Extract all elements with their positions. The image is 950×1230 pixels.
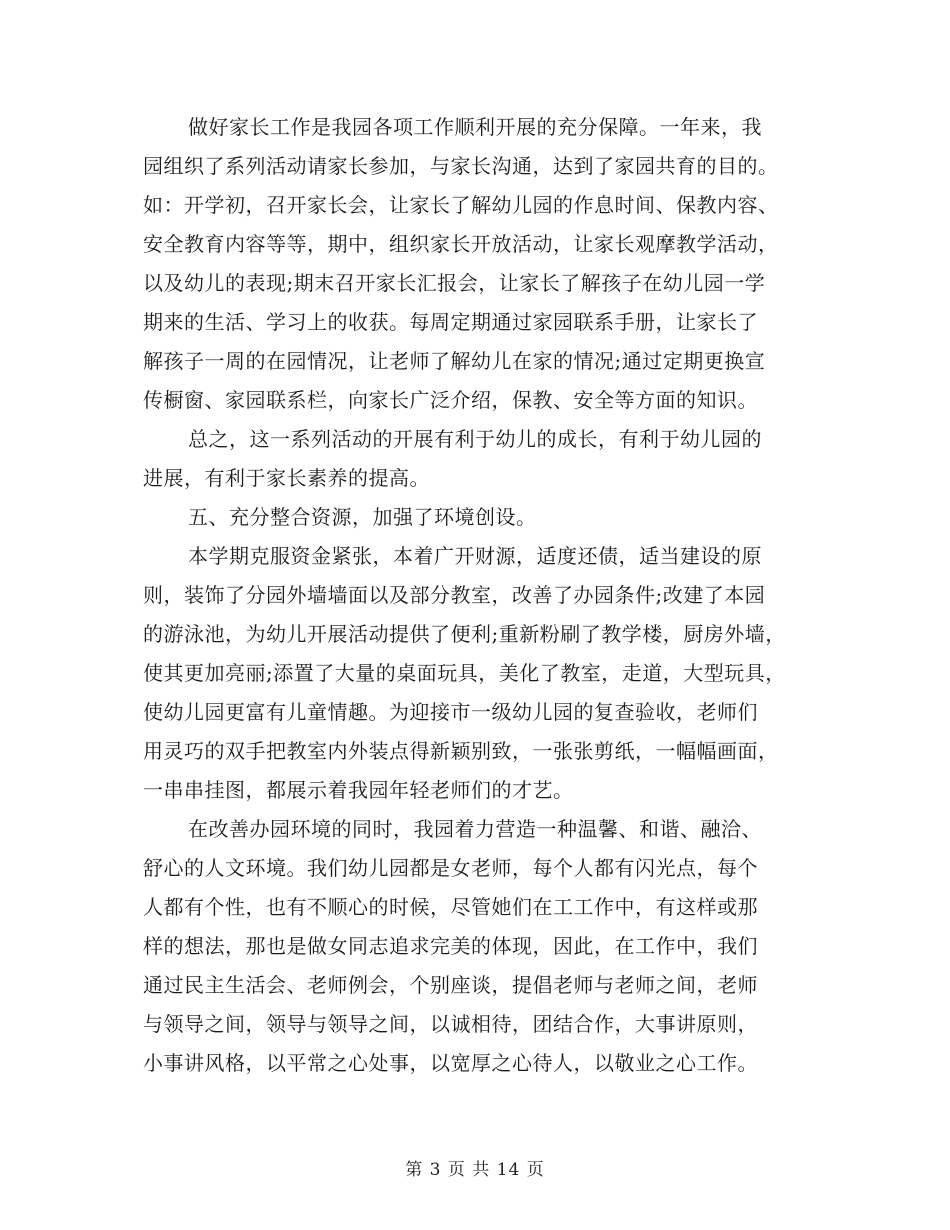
paragraph-environment — [143, 537, 813, 810]
text-line: 园组织了系列活动请家长参加，与家长沟通，达到了家园共育的目的。 — [143, 154, 779, 178]
text-line: 本学期克服资金紧张，本着广开财源，适度还债，适当建设的原 — [188, 544, 762, 568]
paragraph-parent-work — [143, 108, 813, 420]
paragraph-summary — [143, 420, 813, 498]
text-line: 一串串挂图，都展示着我园年轻老师们的才艺。 — [143, 778, 574, 802]
text-line: 通过民主生活会、老师例会，个别座谈，提倡老师与老师之间，老师 — [143, 973, 758, 997]
text-line: 使幼儿园更富有儿童情趣。为迎接市一级幼儿园的复查验收，老师们 — [143, 700, 758, 724]
text-line: 在改善办园环境的同时，我园着力营造一种温馨、和谐、融洽、 — [188, 817, 762, 841]
text-line: 与领导之间，领导与领导之间，以诚相待，团结合作，大事讲原则， — [143, 1012, 758, 1036]
text-line: 的游泳池，为幼儿开展活动提供了便利;重新粉刷了教学楼，厨房外墙， — [143, 622, 786, 646]
text-line: 如：开学初，召开家长会，让家长了解幼儿园的作息时间、保教内容、 — [143, 193, 779, 217]
paragraph-humanistic-environment — [143, 810, 813, 1083]
text-line: 样的想法，那也是做女同志追求完美的体现，因此，在工作中，我们 — [143, 934, 758, 958]
document-body — [143, 108, 813, 1083]
text-line: 则，装饰了分园外墙墙面以及部分教室，改善了办园条件;改建了本园 — [143, 583, 766, 607]
text-line: 传橱窗、家园联系栏，向家长广泛介绍，保教、安全等方面的知识。 — [143, 388, 758, 412]
section-heading-five — [143, 498, 813, 537]
text-line: 总之，这一系列活动的开展有利于幼儿的成长，有利于幼儿园的 — [188, 427, 762, 451]
text-line: 用灵巧的双手把教室内外装点得新颖别致，一张张剪纸，一幅幅画面， — [143, 739, 779, 763]
text-line: 小事讲风格，以平常之心处事，以宽厚之心待人，以敬业之心工作。 — [143, 1051, 758, 1075]
text-line: 使其更加亮丽;添置了大量的桌面玩具，美化了教室，走道，大型玩具， — [143, 661, 786, 685]
text-line: 期来的生活、学习上的收获。每周定期通过家园联系手册，让家长了 — [143, 310, 758, 334]
text-line: 做好家长工作是我园各项工作顺利开展的充分保障。一年来，我 — [188, 115, 762, 139]
text-line: 舒心的人文环境。我们幼儿园都是女老师，每个人都有闪光点，每个 — [143, 856, 758, 880]
text-line: 人都有个性，也有不顺心的时候，尽管她们在工工作中，有这样或那 — [143, 895, 758, 919]
text-line: 以及幼儿的表现;期末召开家长汇报会，让家长了解孩子在幼儿园一学 — [143, 271, 766, 295]
section-heading: 五、充分整合资源，加强了环境创设。 — [188, 505, 537, 529]
page-number-footer: 第 3 页 共 14 页 — [405, 1160, 545, 1180]
text-line: 进展，有利于家长素养的提高。 — [143, 466, 430, 490]
text-line: 解孩子一周的在园情况，让老师了解幼儿在家的情况;通过定期更换宣 — [143, 349, 766, 373]
text-line: 安全教育内容等等，期中，组织家长开放活动，让家长观摩教学活动， — [143, 232, 779, 256]
